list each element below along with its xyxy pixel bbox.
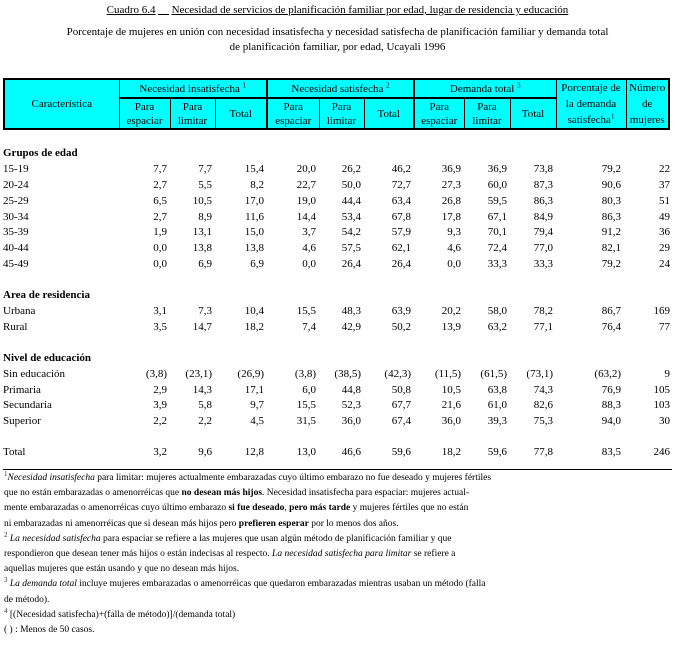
table-row — [3, 240, 672, 256]
cell-value: 77,0 — [533, 242, 553, 255]
cell-value: (11,5) — [434, 367, 461, 380]
cell-value: 2,7 — [153, 210, 167, 223]
footnote-small-sample: ( ) : Menos de 50 casos. — [4, 625, 95, 636]
cell-value: 82,1 — [601, 242, 621, 255]
header-group-demand: Demanda total $^3$ — [414, 79, 556, 98]
cell-value: 54,2 — [341, 226, 361, 239]
cell-value: 9,3 — [447, 226, 461, 239]
cell-value: 22 — [659, 162, 670, 175]
cell-value: 48,3 — [341, 304, 361, 317]
cell-value: 26,2 — [341, 162, 361, 175]
cell-value: 6,9 — [198, 258, 212, 271]
cell-value: 79,2 — [601, 258, 621, 271]
header-unmet-total: Total — [215, 98, 267, 129]
cell-value: 7,3 — [198, 304, 212, 317]
row-label: Secundaria — [3, 399, 52, 412]
section-title: Grupos de edad — [3, 146, 78, 159]
cell-value: 57,9 — [391, 226, 411, 239]
table-row — [3, 256, 672, 272]
cell-value: 53,4 — [341, 210, 361, 223]
cell-value: 27,3 — [441, 178, 461, 191]
cell-value: 86,7 — [601, 304, 621, 317]
cell-value: 2,9 — [153, 383, 167, 396]
cell-value: 26,4 — [341, 258, 361, 271]
cell-value: 82,6 — [533, 399, 553, 412]
footnote-1-line-2: que no están embarazadas o amenorréicas que no desean más hijos. Necesidad insatisfecha para espaciar: mujeres actual- — [4, 488, 470, 499]
footnote-3-line-1: $^3$ La demanda total incluye mujeres embarazadas o amenorréicas que quedaron embarazadas mientras usaban un método (falla — [4, 576, 486, 590]
cell-value: 46,6 — [341, 446, 361, 459]
cell-value: 76,9 — [601, 383, 621, 396]
subtitle-line-1: Porcentaje de mujeres en unión con necesidad insatisfecha y necesidad satisfecha de planificación familiar y demanda total — [66, 26, 609, 38]
cell-value: 77 — [659, 320, 670, 333]
cell-value: 73,8 — [533, 162, 553, 175]
cell-value: 49 — [659, 210, 670, 223]
cell-value: 50,0 — [341, 178, 361, 191]
cell-value: 5,5 — [198, 178, 212, 191]
cell-value: 88,3 — [601, 399, 621, 412]
cell-value: 77,8 — [533, 446, 553, 459]
cell-value: 2,7 — [153, 178, 167, 191]
spacer-row — [3, 272, 672, 287]
cell-value: 105 — [653, 383, 670, 396]
row-label: Rural — [3, 320, 28, 333]
cell-value: (73,1) — [526, 367, 553, 380]
cell-value: 20,0 — [296, 162, 316, 175]
spacer-row — [3, 335, 672, 350]
header-met-spacing: Para espaciar — [267, 98, 319, 129]
cell-value: 22,7 — [296, 178, 316, 191]
cell-value: 3,1 — [153, 304, 167, 317]
footnote-1-line-1: $^1$Necesidad insatisfecha para limitar: mujeres actualmente embarazadas cuyo último embarazo no fue deseado y mujeres fértiles — [4, 469, 492, 483]
cell-value: 59,6 — [391, 446, 411, 459]
table-subtitle — [0, 25, 675, 55]
cell-value: 44,4 — [341, 194, 361, 207]
cell-value: 0,0 — [153, 242, 167, 255]
cell-value: 33,3 — [533, 258, 553, 271]
cell-value: 0,0 — [302, 258, 316, 271]
cell-value: (61,5) — [480, 367, 507, 380]
cell-value: 83,5 — [601, 446, 621, 459]
cell-value: 6,9 — [250, 258, 264, 271]
cell-value: 2,2 — [198, 415, 212, 428]
cell-value: 15,4 — [244, 162, 264, 175]
cell-value: 4,5 — [250, 415, 264, 428]
cell-value: 31,5 — [296, 415, 316, 428]
row-label: Total — [3, 446, 26, 459]
cell-value: 63,8 — [487, 383, 507, 396]
cell-value: 246 — [653, 446, 670, 459]
cell-value: 72,7 — [391, 178, 411, 191]
table-row — [3, 303, 672, 319]
cell-value: 90,6 — [601, 178, 621, 191]
row-label: Superior — [3, 415, 41, 428]
table-number: Cuadro 6.4 — [106, 4, 156, 16]
cell-value: 13,0 — [296, 446, 316, 459]
cell-value: 14,4 — [296, 210, 316, 223]
cell-value: 18,2 — [441, 446, 461, 459]
cell-value: 8,9 — [198, 210, 212, 223]
cell-value: (63,2) — [594, 367, 621, 380]
section-title: Nivel de educación — [3, 351, 91, 364]
cell-value: 39,3 — [487, 415, 507, 428]
cell-value: 78,2 — [533, 304, 553, 317]
cell-value: 15,0 — [244, 226, 264, 239]
cell-value: 60,0 — [487, 178, 507, 191]
spacer-row — [3, 429, 672, 444]
cell-value: 77,1 — [533, 320, 553, 333]
cell-value: 61,0 — [487, 399, 507, 412]
footnote-3-line-2: de método). — [4, 594, 50, 605]
cell-value: 13,8 — [244, 242, 264, 255]
cell-value: 76,4 — [601, 320, 621, 333]
cell-value: 52,3 — [341, 399, 361, 412]
cell-value: 36,9 — [441, 162, 461, 175]
cell-value: 75,3 — [533, 415, 553, 428]
section-header — [3, 350, 672, 366]
cell-value: 9 — [664, 367, 670, 380]
cell-value: 74,3 — [533, 383, 553, 396]
cell-value: 80,3 — [601, 194, 621, 207]
table-title — [0, 4, 675, 16]
cell-value: 20,2 — [441, 304, 461, 317]
cell-value: 63,2 — [487, 320, 507, 333]
cell-value: 3,2 — [153, 446, 167, 459]
cell-value: 67,7 — [391, 399, 411, 412]
cell-value: 11,6 — [245, 210, 264, 223]
row-label: Urbana — [3, 304, 36, 317]
cell-value: 50,2 — [391, 320, 411, 333]
total-row — [3, 444, 672, 460]
cell-value: 17,1 — [244, 383, 264, 396]
row-label: 30-34 — [3, 210, 29, 223]
cell-value: 0,0 — [447, 258, 461, 271]
cell-value: 3,5 — [153, 320, 167, 333]
cell-value: 1,9 — [153, 226, 167, 239]
table-row — [3, 397, 672, 413]
cell-value: (26,9) — [237, 367, 264, 380]
cell-value: 44,8 — [341, 383, 361, 396]
table-row — [3, 193, 672, 209]
cell-value: 7,7 — [153, 162, 167, 175]
cell-value: 70,1 — [487, 226, 507, 239]
cell-value: 29 — [659, 242, 670, 255]
cell-value: 59,6 — [487, 446, 507, 459]
table-row — [3, 319, 672, 335]
cell-value: 36 — [659, 226, 670, 239]
header-characteristic: Característica — [4, 79, 119, 129]
table-body — [3, 145, 672, 460]
cell-value: (3,8) — [145, 367, 167, 380]
cell-value: 51 — [659, 194, 670, 207]
row-label: Sin educación — [3, 367, 66, 380]
footnote-4: $^4$ [(Necesidad satisfecha)+(falla de método)]/(demanda total) — [4, 606, 236, 620]
cell-value: 5,8 — [198, 399, 212, 412]
cell-value: 86,3 — [533, 194, 553, 207]
cell-value: 63,9 — [391, 304, 411, 317]
cell-value: (3,8) — [294, 367, 316, 380]
header-met-limiting: Para limitar — [319, 98, 364, 129]
table-row — [3, 209, 672, 225]
cell-value: 7,7 — [198, 162, 212, 175]
cell-value: 3,7 — [302, 226, 316, 239]
header-group-unmet: Necesidad insatisfecha $^1$ — [119, 79, 267, 98]
cell-value: 46,2 — [391, 162, 411, 175]
cell-value: (42,3) — [384, 367, 411, 380]
cell-value: 17,8 — [441, 210, 461, 223]
cell-value: 15,5 — [296, 304, 316, 317]
cell-value: 0,0 — [153, 258, 167, 271]
cell-value: 2,2 — [153, 415, 167, 428]
row-label: 35-39 — [3, 226, 29, 239]
cell-value: 63,4 — [391, 194, 411, 207]
table-header — [3, 78, 670, 130]
section-header — [3, 145, 672, 161]
cell-value: (38,5) — [334, 367, 361, 380]
cell-value: 12,8 — [244, 446, 264, 459]
cell-value: 79,2 — [601, 162, 621, 175]
cell-value: 86,3 — [601, 210, 621, 223]
header-num-women: Número de mujeres — [626, 79, 669, 129]
cell-value: 87,3 — [533, 178, 553, 191]
footnote-1-line-4: ni embarazadas ni amenorréicas que si desean más hijos pero prefieren esperar por lo menos dos años. — [4, 518, 399, 529]
table-row — [3, 382, 672, 398]
cell-value: 36,0 — [341, 415, 361, 428]
table-row — [3, 177, 672, 193]
cell-value: 7,4 — [302, 320, 316, 333]
cell-value: 6,0 — [302, 383, 316, 396]
cell-value: 33,3 — [487, 258, 507, 271]
cell-value: 21,6 — [441, 399, 461, 412]
cell-value: 36,9 — [487, 162, 507, 175]
header-met-total: Total — [364, 98, 414, 129]
cell-value: 10,5 — [192, 194, 212, 207]
cell-value: 59,5 — [487, 194, 507, 207]
cell-value: 13,1 — [192, 226, 212, 239]
cell-value: 3,9 — [153, 399, 167, 412]
cell-value: 67,8 — [391, 210, 411, 223]
row-label: 45-49 — [3, 258, 29, 271]
cell-value: 62,1 — [391, 242, 411, 255]
cell-value: 72,4 — [487, 242, 507, 255]
subtitle-line-2: de planificación familiar, por edad, Ucayali 1996 — [229, 41, 446, 53]
cell-value: 84,9 — [533, 210, 553, 223]
cell-value: 67,1 — [487, 210, 507, 223]
header-unmet-limiting: Para limitar — [170, 98, 215, 129]
footnotes — [4, 471, 672, 638]
cell-value: 14,7 — [192, 320, 212, 333]
cell-value: 36,0 — [441, 415, 461, 428]
cell-value: 6,5 — [153, 194, 167, 207]
table-row — [3, 366, 672, 382]
cell-value: 67,4 — [391, 415, 411, 428]
cell-value: (23,1) — [185, 367, 212, 380]
cell-value: 13,8 — [192, 242, 212, 255]
footnote-2-line-3: aquellas mujeres que están usando y que no desean más hijos. — [4, 564, 240, 575]
cell-value: 50,8 — [391, 383, 411, 396]
cell-value: 17,0 — [244, 194, 264, 207]
table-title-text: Necesidad de servicios de planificación familiar por edad, lugar de residencia y educación — [171, 4, 569, 16]
table-row — [3, 161, 672, 177]
cell-value: 37 — [659, 178, 670, 191]
row-label: 15-19 — [3, 162, 29, 175]
header-demand-total: Total — [510, 98, 556, 129]
row-label: 40-44 — [3, 242, 29, 255]
cell-value: 24 — [659, 258, 670, 271]
table-row — [3, 224, 672, 240]
cell-value: 15,5 — [296, 399, 316, 412]
cell-value: 26,8 — [441, 194, 461, 207]
header-unmet-spacing: Para espaciar — [119, 98, 170, 129]
cell-value: 42,9 — [341, 320, 361, 333]
cell-value: 94,0 — [601, 415, 621, 428]
cell-value: 4,6 — [302, 242, 316, 255]
header-pct-satisfied: Porcentaje de la demanda satisfecha$^1$ — [556, 79, 626, 129]
footnote-1-line-3: mente embarazadas o amenorréicas cuyo último embarazo si fue deseado, pero más tarde y mujeres fértiles que no están — [4, 503, 469, 514]
row-label: 25-29 — [3, 194, 29, 207]
row-label: 20-24 — [3, 178, 29, 191]
cell-value: 30 — [659, 415, 670, 428]
cell-value: 9,7 — [250, 399, 264, 412]
cell-value: 8,2 — [250, 178, 264, 191]
cell-value: 169 — [653, 304, 670, 317]
section-header — [3, 287, 672, 303]
cell-value: 4,6 — [447, 242, 461, 255]
cell-value: 10,5 — [441, 383, 461, 396]
cell-value: 13,9 — [441, 320, 461, 333]
cell-value: 91,2 — [601, 226, 621, 239]
cell-value: 103 — [653, 399, 670, 412]
cell-value: 19,0 — [296, 194, 316, 207]
header-demand-limiting: Para limitar — [464, 98, 510, 129]
header-demand-spacing: Para espaciar — [414, 98, 464, 129]
cell-value: 26,4 — [391, 258, 411, 271]
footnote-2-line-2: respondieron que desean tener más hijos o están indecisas al respecto. La necesidad satisfecha para limitar se refiere a — [4, 549, 456, 560]
cell-value: 58,0 — [487, 304, 507, 317]
table-row — [3, 413, 672, 429]
row-label: Primaria — [3, 383, 41, 396]
cell-value: 18,2 — [244, 320, 264, 333]
header-group-met: Necesidad satisfecha $^2$ — [267, 79, 414, 98]
cell-value: 79,4 — [533, 226, 553, 239]
footnote-divider — [3, 469, 672, 470]
section-title: Area de residencia — [3, 289, 90, 302]
cell-value: 57,5 — [341, 242, 361, 255]
cell-value: 9,6 — [198, 446, 212, 459]
footnote-2-line-1: $^2$ La necesidad satisfecha para espaciar se refiere a las mujeres que usan algún método de planificación familiar y que — [4, 530, 452, 544]
cell-value: 10,4 — [244, 304, 264, 317]
cell-value: 14,3 — [192, 383, 212, 396]
